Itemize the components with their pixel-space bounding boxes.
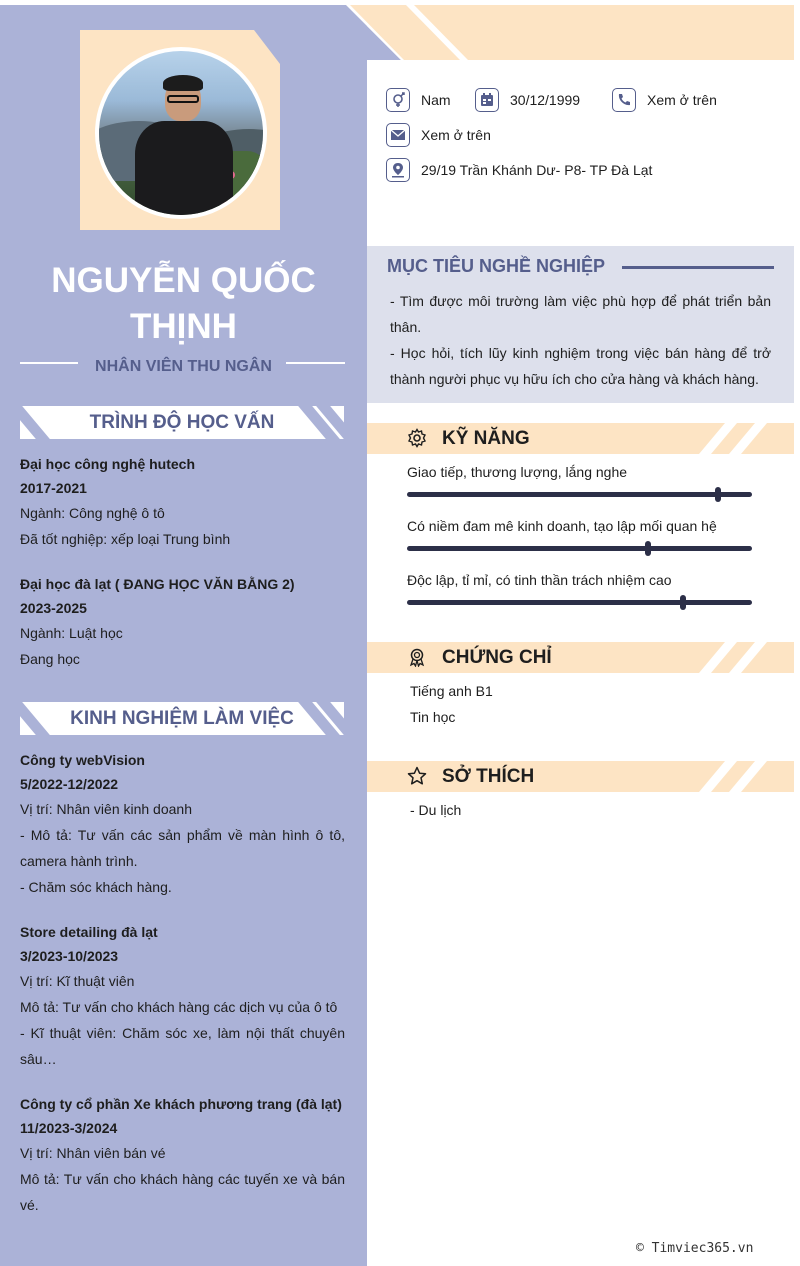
- experience-line: Vị trí: Kĩ thuật viên: [20, 973, 135, 989]
- certificate-item: Tiếng anh B1: [410, 683, 493, 699]
- skill-label: Giao tiếp, thương lượng, lắng nghe: [407, 464, 628, 480]
- mail-icon: [386, 123, 410, 147]
- experience-company: Store detailing đà lạt: [20, 924, 158, 940]
- contact-phone: Xem ở trên: [612, 88, 717, 112]
- skills-heading: KỸ NĂNG: [442, 428, 530, 449]
- certificates-heading: CHỨNG CHỈ: [442, 647, 552, 668]
- hobbies-banner: [367, 761, 794, 792]
- education-period: 2017-2021: [20, 480, 87, 496]
- career-goal-line: - Tìm được môi trường làm việc phù hợp để phát triển bản thân.: [390, 293, 771, 335]
- skill-level-marker: [715, 487, 721, 502]
- gear-icon: [407, 428, 427, 448]
- experience-line: - Kĩ thuật viên: Chăm sóc xe, làm nội thất chuyên sâu…: [20, 1025, 345, 1067]
- skills-banner: [367, 423, 794, 454]
- experience-company: Công ty webVision: [20, 752, 145, 768]
- education-major: Ngành: Công nghệ ô tô: [20, 505, 165, 521]
- career-goal-line: - Học hỏi, tích lũy kinh nghiệm trong việc bán hàng để trở thành người phục vụ hữu ích cho cửa hàng và khách hàng.: [390, 345, 771, 387]
- education-status: Đã tốt nghiệp: xếp loại Trung bình: [20, 531, 231, 547]
- career-goal-divider: [622, 266, 774, 269]
- skill-level-marker: [645, 541, 651, 556]
- experience-company: Công ty cổ phần Xe khách phương trang (đà lạt): [20, 1096, 342, 1112]
- education-major: Ngành: Luật học: [20, 625, 123, 641]
- certificate-item: Tin học: [410, 709, 456, 725]
- experience-banner: [20, 702, 344, 735]
- experience-period: 11/2023-3/2024: [20, 1120, 118, 1136]
- gender-icon: [386, 88, 410, 112]
- skill-label: Độc lập, tỉ mỉ, có tinh thần trách nhiệm cao: [407, 572, 672, 588]
- hobby-item: - Du lịch: [410, 802, 462, 818]
- experience-line: - Mô tả: Tư vấn các sản phẩm về màn hình ô tô, camera hành trình.: [20, 827, 345, 869]
- certificates-banner: [367, 642, 794, 673]
- phone-icon: [612, 88, 636, 112]
- education-school: Đại học đà lạt ( ĐANG HỌC VĂN BẰNG 2): [20, 576, 295, 592]
- education-status: Đang học: [20, 651, 80, 667]
- hobbies-heading: SỞ THÍCH: [442, 766, 535, 787]
- location-pin-icon: [386, 158, 410, 182]
- education-school: Đại học công nghệ hutech: [20, 456, 196, 472]
- experience-line: - Chăm sóc khách hàng.: [20, 879, 172, 895]
- education-heading: TRÌNH ĐỘ HỌC VẤN: [89, 412, 275, 433]
- experience-line: Vị trí: Nhân viên bán vé: [20, 1145, 166, 1161]
- education-banner: [20, 406, 344, 439]
- calendar-icon: [475, 88, 499, 112]
- contact-birthday: 30/12/1999: [475, 88, 580, 112]
- contact-address: 29/19 Trần Khánh Dư- P8- TP Đà Lạt: [386, 158, 652, 182]
- watermark: © Timviec365.vn: [636, 1241, 754, 1256]
- star-icon: [407, 766, 427, 786]
- job-title: NHÂN VIÊN THU NGÂN: [95, 358, 272, 375]
- career-goal-heading: MỤC TIÊU NGHỀ NGHIỆP: [387, 256, 606, 276]
- contact-gender: Nam: [386, 88, 451, 112]
- contact-email: Xem ở trên: [386, 123, 491, 147]
- skill-bar: [407, 546, 752, 551]
- experience-heading: KINH NGHIỆM LÀM VIỆC: [70, 708, 294, 729]
- skill-bar: [407, 492, 752, 497]
- avatar: [95, 47, 267, 219]
- header-decoration: [300, 5, 794, 60]
- experience-line: Vị trí: Nhân viên kinh doanh: [20, 801, 192, 817]
- skill-level-marker: [680, 595, 686, 610]
- experience-period: 5/2022-12/2022: [20, 776, 119, 792]
- candidate-name: NGUYỄN QUỐC THỊNH: [51, 261, 316, 346]
- education-period: 2023-2025: [20, 600, 87, 616]
- award-ribbon-icon: [407, 647, 427, 667]
- skill-bar: [407, 600, 752, 605]
- experience-period: 3/2023-10/2023: [20, 948, 119, 964]
- skill-label: Có niềm đam mê kinh doanh, tạo lập mối quan hệ: [407, 518, 717, 534]
- experience-line: Mô tả: Tư vấn cho khách hàng các tuyến xe và bán vé.: [20, 1171, 345, 1213]
- experience-line: Mô tả: Tư vấn cho khách hàng các dịch vụ của ô tô: [20, 999, 338, 1015]
